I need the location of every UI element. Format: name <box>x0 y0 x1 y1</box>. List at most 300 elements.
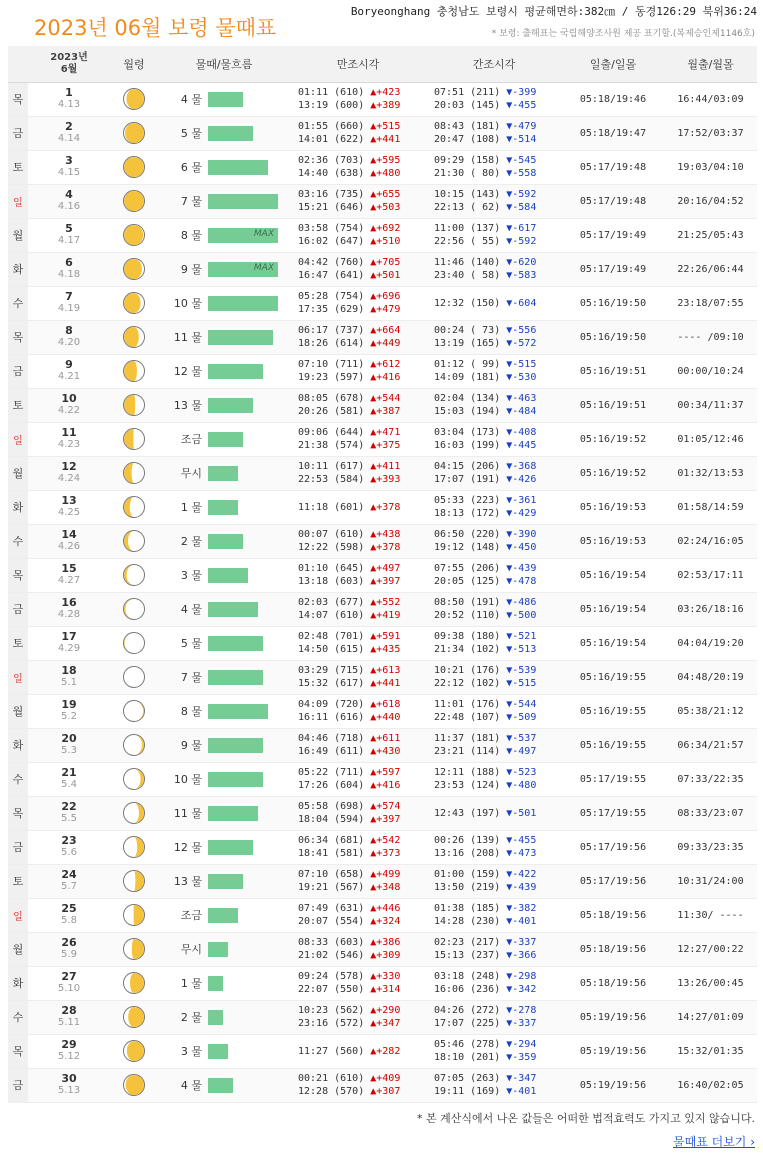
fall-amount: ▼-592 <box>506 236 537 247</box>
rise-amount: ▲+324 <box>370 916 401 927</box>
weekday-cell: 토 <box>8 626 28 660</box>
lunar-date: 4.26 <box>57 541 81 552</box>
high-tide-cell <box>290 218 426 252</box>
high-tide-entry: 05:28 (754) ▲+696 <box>298 291 401 302</box>
high-tide-cell <box>290 1034 426 1068</box>
low-tide-entry: 10:15 (143) ▼-592 <box>434 189 537 200</box>
rise-amount: ▲+544 <box>370 393 401 404</box>
low-tide-cell <box>426 422 562 456</box>
moon-phase-icon <box>123 394 145 416</box>
moon-phase-icon <box>123 870 145 892</box>
tide-name: 조금 <box>180 909 202 922</box>
tide-cell <box>158 320 290 354</box>
lunar-date: 4.29 <box>57 643 81 654</box>
high-tide-entry: 18:26 (614) ▲+449 <box>298 338 401 349</box>
moon-phase-cell <box>110 1034 158 1068</box>
tide-name: 7 물 <box>180 671 202 684</box>
high-tide-cell <box>290 184 426 218</box>
fall-amount: ▼-294 <box>506 1039 537 1050</box>
solar-day: 5 <box>65 222 73 235</box>
date-cell <box>28 694 110 728</box>
moon-phase-cell <box>110 422 158 456</box>
disclaimer: * 본 계산식에서 나온 값들은 어떠한 법적효력도 가지고 있지 않습니다. <box>417 1112 755 1125</box>
tide-cell <box>158 728 290 762</box>
low-tide-cell <box>426 762 562 796</box>
sunrise-sunset-cell: 05:16/19:53 <box>562 524 664 558</box>
high-tide-entry: 18:04 (594) ▲+397 <box>298 814 401 825</box>
sunrise-sunset-cell: 05:17/19:56 <box>562 864 664 898</box>
moonrise-moonset-cell: 05:38/21:12 <box>664 694 757 728</box>
tide-flow-bar <box>208 704 268 719</box>
weekday-cell: 금 <box>8 116 28 150</box>
low-tide-cell <box>426 320 562 354</box>
moonrise-moonset-cell: 14:27/01:09 <box>664 1000 757 1034</box>
lunar-date: 5.10 <box>57 983 81 994</box>
moon-phase-cell <box>110 626 158 660</box>
sunrise-sunset-cell: 05:16/19:54 <box>562 592 664 626</box>
table-row <box>8 150 757 184</box>
fall-amount: ▼-366 <box>506 950 537 961</box>
high-tide-entry: 14:07 (610) ▲+419 <box>298 610 401 621</box>
high-tide-entry: 16:11 (616) ▲+440 <box>298 712 401 723</box>
rise-amount: ▲+446 <box>370 903 401 914</box>
low-tide-entry: 01:12 ( 99) ▼-515 <box>434 359 537 370</box>
moon-phase-icon <box>123 1006 145 1028</box>
high-tide-cell <box>290 966 426 1000</box>
low-tide-entry: 17:07 (191) ▼-426 <box>434 474 537 485</box>
date-cell <box>28 1068 110 1102</box>
tide-flow-bar <box>208 568 248 583</box>
weekday-cell: 목 <box>8 320 28 354</box>
tide-cell <box>158 252 290 286</box>
tide-cell <box>158 150 290 184</box>
high-tide-entry: 04:09 (720) ▲+618 <box>298 699 401 710</box>
rise-amount: ▲+409 <box>370 1073 401 1084</box>
date-cell <box>28 796 110 830</box>
tide-flow-bar <box>208 942 228 957</box>
lunar-date: 5.2 <box>61 711 77 722</box>
moonrise-moonset-cell: 00:34/11:37 <box>664 388 757 422</box>
solar-day: 1 <box>65 86 73 99</box>
weekday-cell: 토 <box>8 864 28 898</box>
low-tide-cell <box>426 456 562 490</box>
fall-amount: ▼-439 <box>506 563 537 574</box>
solar-day: 6 <box>65 256 73 269</box>
sunrise-sunset-cell: 05:17/19:48 <box>562 184 664 218</box>
table-row <box>8 830 757 864</box>
low-tide-entry: 11:46 (140) ▼-620 <box>434 257 537 268</box>
lunar-date: 4.25 <box>57 507 81 518</box>
table-row <box>8 864 757 898</box>
high-tide-entry: 01:10 (645) ▲+497 <box>298 563 401 574</box>
tide-name: 9 물 <box>180 739 202 752</box>
rise-amount: ▲+416 <box>370 780 401 791</box>
fall-amount: ▼-463 <box>506 393 537 404</box>
rise-amount: ▲+393 <box>370 474 401 485</box>
low-tide-cell <box>426 694 562 728</box>
lunar-date: 4.18 <box>57 269 81 280</box>
rise-amount: ▲+438 <box>370 529 401 540</box>
high-tide-cell <box>290 422 426 456</box>
tide-name: 4 물 <box>180 1079 202 1092</box>
table-row <box>8 116 757 150</box>
solar-day: 3 <box>65 154 73 167</box>
tide-flow-bar <box>208 262 278 277</box>
date-cell <box>28 932 110 966</box>
table-row <box>8 490 757 524</box>
moonrise-moonset-cell: 03:26/18:16 <box>664 592 757 626</box>
moon-phase-cell <box>110 184 158 218</box>
low-tide-entry: 05:33 (223) ▼-361 <box>434 495 537 506</box>
tide-flow-bar <box>208 534 243 549</box>
high-tide-entry: 14:01 (622) ▲+441 <box>298 134 401 145</box>
solar-day: 22 <box>61 800 77 813</box>
low-tide-cell <box>426 116 562 150</box>
moonrise-moonset-cell: 06:34/21:57 <box>664 728 757 762</box>
sunrise-sunset-cell: 05:19/19:56 <box>562 1068 664 1102</box>
rise-amount: ▲+314 <box>370 984 401 995</box>
rise-amount: ▲+595 <box>370 155 401 166</box>
low-tide-entry: 01:00 (159) ▼-422 <box>434 869 537 880</box>
tide-cell <box>158 592 290 626</box>
rise-amount: ▲+501 <box>370 270 401 281</box>
rise-amount: ▲+416 <box>370 372 401 383</box>
high-tide-cell <box>290 592 426 626</box>
tide-cell <box>158 626 290 660</box>
low-tide-entry: 02:04 (134) ▼-463 <box>434 393 537 404</box>
solar-day: 14 <box>61 528 77 541</box>
lunar-date: 4.20 <box>57 337 81 348</box>
moon-phase-icon <box>123 972 145 994</box>
lunar-date: 5.7 <box>61 881 77 892</box>
table-row <box>8 184 757 218</box>
low-tide-cell <box>426 728 562 762</box>
tide-flow-bar <box>208 466 238 481</box>
moon-phase-icon <box>123 462 145 484</box>
moonrise-moonset-cell: 17:52/03:37 <box>664 116 757 150</box>
tide-cell <box>158 286 290 320</box>
fall-amount: ▼-455 <box>506 100 537 111</box>
moonrise-moonset-cell: 00:00/10:24 <box>664 354 757 388</box>
date-cell <box>28 150 110 184</box>
moon-phase-cell <box>110 1068 158 1102</box>
moon-phase-cell <box>110 558 158 592</box>
tide-cell <box>158 898 290 932</box>
rise-amount: ▲+378 <box>370 501 401 513</box>
tide-flow-bar <box>208 432 243 447</box>
weekday-cell: 화 <box>8 728 28 762</box>
low-tide-cell <box>426 660 562 694</box>
low-tide-entry: 15:03 (194) ▼-484 <box>434 406 537 417</box>
tide-cell <box>158 388 290 422</box>
moon-phase-cell <box>110 694 158 728</box>
moonrise-moonset-cell: 15:32/01:35 <box>664 1034 757 1068</box>
high-tide-cell <box>290 286 426 320</box>
solar-day: 8 <box>65 324 73 337</box>
moon-phase-cell <box>110 524 158 558</box>
moon-phase-cell <box>110 830 158 864</box>
header-weekday <box>8 46 28 82</box>
fall-amount: ▼-382 <box>506 903 537 914</box>
tide-cell <box>158 218 290 252</box>
tide-flow-bar <box>208 636 263 651</box>
fall-amount: ▼-401 <box>506 1086 537 1097</box>
fall-amount: ▼-347 <box>506 1073 537 1084</box>
moon-phase-cell <box>110 150 158 184</box>
low-tide-cell <box>426 626 562 660</box>
lunar-date: 5.13 <box>57 1085 81 1096</box>
tide-name: 12 물 <box>173 365 202 378</box>
low-tide-cell <box>426 286 562 320</box>
moon-phase-icon <box>123 632 145 654</box>
high-tide-entry: 19:21 (567) ▲+348 <box>298 882 401 893</box>
moon-phase-cell <box>110 116 158 150</box>
low-tide-entry: 16:03 (199) ▼-445 <box>434 440 537 451</box>
low-tide-cell <box>426 388 562 422</box>
fall-amount: ▼-572 <box>506 338 537 349</box>
rise-amount: ▲+574 <box>370 801 401 812</box>
tide-name: 6 물 <box>180 161 202 174</box>
moonrise-moonset-cell: 09:33/23:35 <box>664 830 757 864</box>
solar-day: 4 <box>65 188 73 201</box>
moon-phase-cell <box>110 388 158 422</box>
high-tide-cell <box>290 320 426 354</box>
tide-flow-bar <box>208 1010 223 1025</box>
high-tide-entry: 16:02 (647) ▲+510 <box>298 236 401 247</box>
solar-day: 17 <box>61 630 77 643</box>
high-tide-entry: 00:07 (610) ▲+438 <box>298 529 401 540</box>
lunar-date: 5.11 <box>57 1017 81 1028</box>
tide-cell <box>158 932 290 966</box>
low-tide-entry: 01:38 (185) ▼-382 <box>434 903 537 914</box>
high-tide-cell <box>290 626 426 660</box>
lunar-date: 5.9 <box>61 949 77 960</box>
lunar-date: 4.23 <box>57 439 81 450</box>
rise-amount: ▲+618 <box>370 699 401 710</box>
low-tide-entry: 12:11 (188) ▼-523 <box>434 767 537 778</box>
moonrise-moonset-cell: 02:53/17:11 <box>664 558 757 592</box>
low-tide-entry: 14:28 (230) ▼-401 <box>434 916 537 927</box>
high-tide-entry: 03:29 (715) ▲+613 <box>298 665 401 676</box>
low-tide-entry: 22:48 (107) ▼-509 <box>434 712 537 723</box>
low-tide-cell <box>426 150 562 184</box>
fall-amount: ▼-337 <box>506 1018 537 1029</box>
low-tide-cell <box>426 1000 562 1034</box>
moonrise-moonset-cell: 01:32/13:53 <box>664 456 757 490</box>
low-tide-entry: 11:00 (137) ▼-617 <box>434 223 537 234</box>
tide-name: 무시 <box>180 467 202 480</box>
moon-phase-icon <box>123 700 145 722</box>
rise-amount: ▲+435 <box>370 644 401 655</box>
table-row <box>8 762 757 796</box>
tide-cell <box>158 422 290 456</box>
solar-day: 15 <box>61 562 77 575</box>
weekday-cell: 토 <box>8 150 28 184</box>
tide-cell <box>158 966 290 1000</box>
high-tide-entry: 15:32 (617) ▲+441 <box>298 678 401 689</box>
rise-amount: ▲+696 <box>370 291 401 302</box>
fall-amount: ▼-478 <box>506 576 537 587</box>
moonrise-moonset-cell: 02:24/16:05 <box>664 524 757 558</box>
moonrise-moonset-cell: 13:26/00:45 <box>664 966 757 1000</box>
moon-phase-cell <box>110 218 158 252</box>
tide-name: 10 물 <box>173 773 202 786</box>
table-row <box>8 524 757 558</box>
rise-amount: ▲+441 <box>370 134 401 145</box>
weekday-cell: 목 <box>8 1034 28 1068</box>
high-tide-cell <box>290 1000 426 1034</box>
moon-phase-cell <box>110 898 158 932</box>
rise-amount: ▲+664 <box>370 325 401 336</box>
low-tide-entry: 06:50 (220) ▼-390 <box>434 529 537 540</box>
high-tide-entry: 06:34 (681) ▲+542 <box>298 835 401 846</box>
date-cell <box>28 660 110 694</box>
moon-phase-icon <box>123 428 145 450</box>
date-cell <box>28 592 110 626</box>
low-tide-entry: 13:16 (208) ▼-473 <box>434 848 537 859</box>
fall-amount: ▼-484 <box>506 406 537 417</box>
moon-phase-cell <box>110 932 158 966</box>
low-tide-entry: 13:19 (165) ▼-572 <box>434 338 537 349</box>
low-tide-entry: 13:50 (219) ▼-439 <box>434 882 537 893</box>
solar-day: 18 <box>61 664 77 677</box>
date-cell <box>28 864 110 898</box>
sunrise-sunset-cell: 05:17/19:49 <box>562 218 664 252</box>
fall-amount: ▼-473 <box>506 848 537 859</box>
date-cell <box>28 184 110 218</box>
low-tide-cell <box>426 898 562 932</box>
low-tide-entry: 03:18 (248) ▼-298 <box>434 971 537 982</box>
rise-amount: ▲+397 <box>370 814 401 825</box>
table-row <box>8 592 757 626</box>
table-row <box>8 388 757 422</box>
weekday-cell: 금 <box>8 1068 28 1102</box>
tide-name: 무시 <box>180 943 202 956</box>
moonrise-moonset-cell: 16:40/02:05 <box>664 1068 757 1102</box>
low-tide-entry: 05:46 (278) ▼-294 <box>434 1039 537 1050</box>
rise-amount: ▲+375 <box>370 440 401 451</box>
moon-phase-icon <box>123 258 145 280</box>
tide-flow-bar <box>208 330 273 345</box>
date-cell <box>28 456 110 490</box>
high-tide-cell <box>290 490 426 524</box>
low-tide-cell <box>426 252 562 286</box>
fall-amount: ▼-514 <box>506 134 537 145</box>
low-tide-entry: 23:21 (114) ▼-497 <box>434 746 537 757</box>
low-tide-cell <box>426 932 562 966</box>
weekday-cell: 화 <box>8 490 28 524</box>
sunrise-sunset-cell: 05:16/19:55 <box>562 728 664 762</box>
date-cell <box>28 728 110 762</box>
fall-amount: ▼-361 <box>506 495 537 506</box>
moonrise-moonset-cell: 01:58/14:59 <box>664 490 757 524</box>
fall-amount: ▼-445 <box>506 440 537 451</box>
tide-name: 10 물 <box>173 297 202 310</box>
date-cell <box>28 320 110 354</box>
weekday-cell: 수 <box>8 1000 28 1034</box>
high-tide-cell <box>290 762 426 796</box>
rise-amount: ▲+705 <box>370 257 401 268</box>
fall-amount: ▼-479 <box>506 121 537 132</box>
rise-amount: ▲+282 <box>370 1045 401 1057</box>
tide-name: 3 물 <box>180 569 202 582</box>
tide-flow-bar <box>208 840 253 855</box>
moon-phase-cell <box>110 320 158 354</box>
rise-amount: ▲+597 <box>370 767 401 778</box>
weekday-cell: 월 <box>8 456 28 490</box>
low-tide-entry: 02:23 (217) ▼-337 <box>434 937 537 948</box>
fall-amount: ▼-359 <box>506 1052 537 1063</box>
lunar-date: 4.22 <box>57 405 81 416</box>
table-row <box>8 728 757 762</box>
high-tide-entry: 13:18 (603) ▲+397 <box>298 576 401 587</box>
rise-amount: ▲+515 <box>370 121 401 132</box>
rise-amount: ▲+290 <box>370 1005 401 1016</box>
lunar-date: 4.28 <box>57 609 81 620</box>
tide-flow-bar <box>208 772 263 787</box>
rise-amount: ▲+499 <box>370 869 401 880</box>
moonrise-moonset-cell: 10:31/24:00 <box>664 864 757 898</box>
moon-phase-icon <box>123 156 145 178</box>
high-tide-entry: 13:19 (600) ▲+389 <box>298 100 401 111</box>
sunrise-sunset-cell: 05:17/19:48 <box>562 150 664 184</box>
tide-cell <box>158 524 290 558</box>
high-tide-entry: 03:16 (735) ▲+655 <box>298 189 401 200</box>
sunrise-sunset-cell: 05:19/19:56 <box>562 1034 664 1068</box>
fall-amount: ▼-592 <box>506 189 537 200</box>
sunrise-sunset-cell: 05:17/19:55 <box>562 762 664 796</box>
high-tide-entry: 21:02 (546) ▲+309 <box>298 950 401 961</box>
rise-amount: ▲+430 <box>370 746 401 757</box>
high-tide-entry: 16:47 (641) ▲+501 <box>298 270 401 281</box>
low-tide-cell <box>426 864 562 898</box>
date-cell <box>28 116 110 150</box>
header-moon: 월령 <box>110 46 158 82</box>
high-tide-entry: 14:40 (638) ▲+480 <box>298 168 401 179</box>
low-tide-entry: 09:38 (180) ▼-521 <box>434 631 537 642</box>
rise-amount: ▲+330 <box>370 971 401 982</box>
rise-amount: ▲+397 <box>370 576 401 587</box>
high-tide-entry: 22:53 (584) ▲+393 <box>298 474 401 485</box>
lunar-date: 5.12 <box>57 1051 81 1062</box>
high-tide-cell <box>290 796 426 830</box>
more-tide-table-link[interactable]: 물때표 더보기 › <box>673 1135 755 1149</box>
low-tide-cell <box>426 830 562 864</box>
tide-name: 7 물 <box>180 195 202 208</box>
solar-day: 27 <box>61 970 77 983</box>
sunrise-sunset-cell: 05:18/19:46 <box>562 82 664 116</box>
high-tide-cell <box>290 456 426 490</box>
rise-amount: ▲+411 <box>370 461 401 472</box>
lunar-date: 5.3 <box>61 745 77 756</box>
table-row <box>8 898 757 932</box>
high-tide-entry: 10:11 (617) ▲+411 <box>298 461 401 472</box>
fall-amount: ▼-539 <box>506 665 537 676</box>
rise-amount: ▲+480 <box>370 168 401 179</box>
weekday-cell: 목 <box>8 796 28 830</box>
low-tide-entry: 16:06 (236) ▼-342 <box>434 984 537 995</box>
date-cell <box>28 966 110 1000</box>
high-tide-cell <box>290 150 426 184</box>
tide-cell <box>158 558 290 592</box>
rise-amount: ▲+449 <box>370 338 401 349</box>
fall-amount: ▼-480 <box>506 780 537 791</box>
low-tide-entry: 20:52 (110) ▼-500 <box>434 610 537 621</box>
table-row <box>8 82 757 116</box>
solar-day: 24 <box>61 868 77 881</box>
date-cell <box>28 286 110 320</box>
tide-name: 12 물 <box>173 841 202 854</box>
